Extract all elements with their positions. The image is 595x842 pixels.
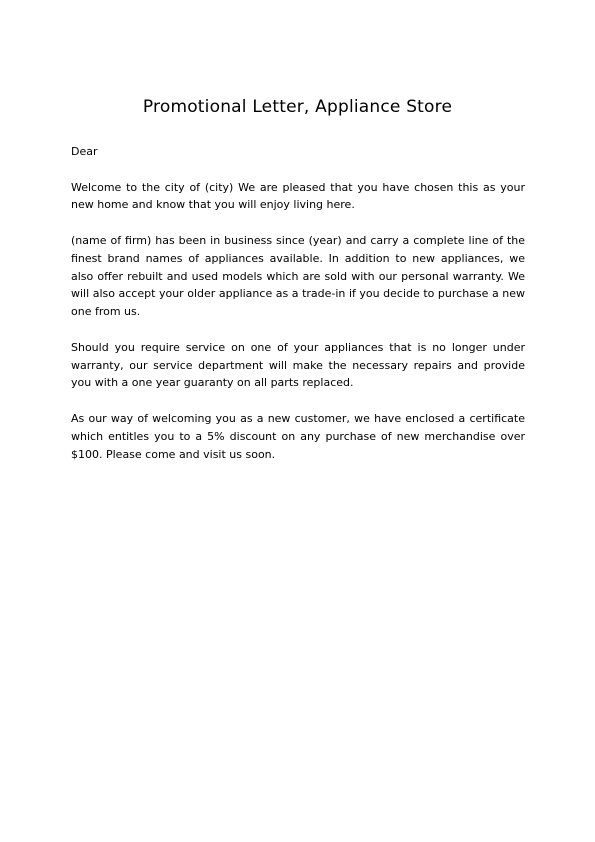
letter-title: Promotional Letter, Appliance Store [142,97,453,117]
paragraph-discount: As our way of welcoming you as a new customer, we have enclosed a certificate which entitles you to a 5% discount on any purchase of new merchandise over $100. Please come and visit us soon. [71,411,525,461]
salutation: Dear [71,145,98,158]
paragraph-service: Should you require service on one of your appliances that is no longer under warranty, our service department will make the necessary repairs and provide you with a one year guaranty on all parts replaced. [71,340,525,390]
paragraph-business: (name of firm) has been in business since (year) and carry a complete line of the finest brand names of appliances available. In addition to new appliances, we also offer rebuilt and used models which are sold with our personal warranty. We will also accept your older appliance as a trade-in if you decide to purchase a new one from us. [71,233,525,319]
letter-body [71,143,525,481]
paragraph-welcome: Welcome to the city of (city) We are pleased that you have chosen this as your new home and know that you will enjoy living here. [71,180,525,212]
